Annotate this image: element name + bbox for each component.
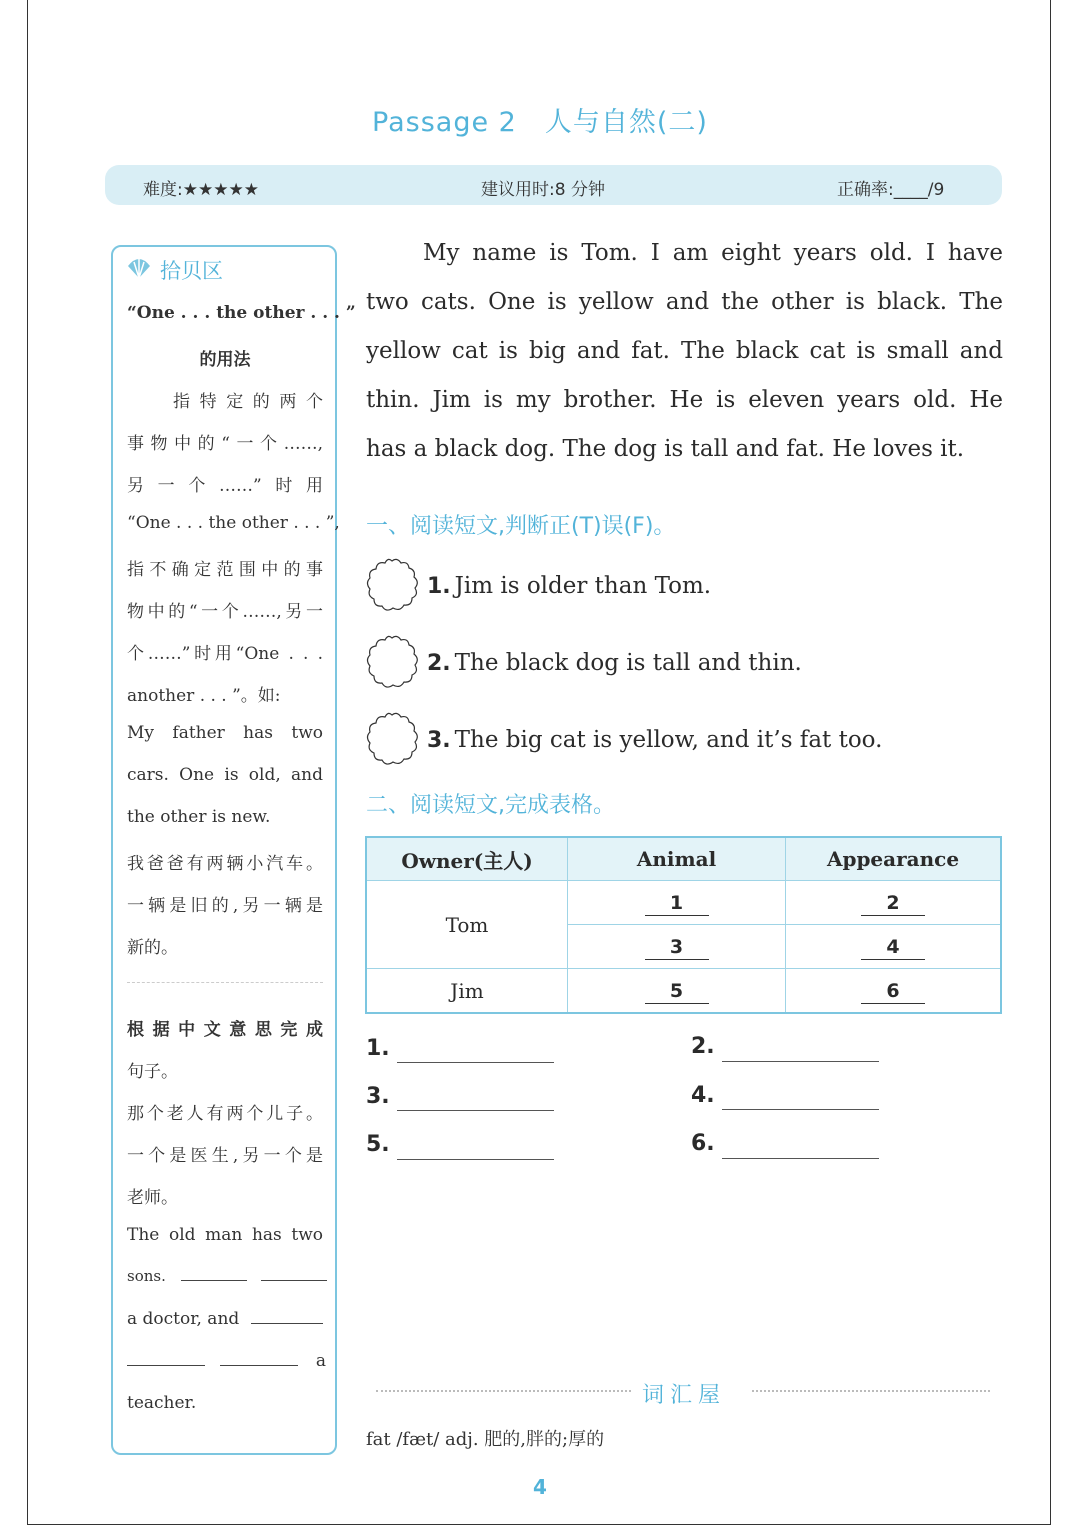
- appearance-cell: [786, 881, 1002, 925]
- exercise-line: 那个老人有两个儿子。: [127, 1104, 323, 1124]
- exercise-line: [127, 1351, 326, 1371]
- accuracy-score: 正确率:____/9: [837, 180, 945, 200]
- section2-title: 二、阅读短文,完成表格。: [366, 793, 615, 818]
- table-header: Animal: [568, 837, 786, 881]
- sidebar-topic-1: “One . . . the other . . . ”: [127, 303, 356, 323]
- theme-label: 人与自然(二): [544, 107, 708, 138]
- answer-line[interactable]: [397, 1110, 554, 1111]
- sidebar-line: “One . . . the other . . . ”,: [127, 513, 340, 533]
- table-row: [366, 969, 1001, 1014]
- blank-label[interactable]: 2: [861, 891, 925, 916]
- exercise-line: The old man has two: [127, 1225, 323, 1245]
- blank-label[interactable]: 1: [645, 891, 709, 916]
- passage-line: yellow cat is big and fat. The black cat is small and: [366, 338, 1003, 364]
- passage-line: two cats. One is yellow and the other is black. The: [366, 289, 1003, 315]
- sidebar-topic-2: 的用法: [199, 350, 251, 370]
- exercise-line: [127, 1309, 323, 1329]
- owner-cell: Tom: [366, 881, 568, 969]
- blank-label[interactable]: 5: [645, 979, 709, 1004]
- table-header: Appearance: [786, 837, 1002, 881]
- passage-line: My name is Tom. I am eight years old. I have: [423, 240, 1003, 266]
- vocab-entry: fat /fæt/ adj. 肥的,胖的;厚的: [366, 1429, 605, 1450]
- answer-number: 6.: [691, 1131, 715, 1156]
- animal-cell: [568, 969, 786, 1014]
- answer-number: 1.: [366, 1036, 390, 1061]
- question-2: [427, 650, 802, 676]
- suggested-time: 建议用时:8 分钟: [481, 180, 605, 200]
- appearance-cell: [786, 969, 1002, 1014]
- fill-blank[interactable]: [261, 1280, 327, 1281]
- question-text: Jim is older than Tom.: [454, 573, 712, 599]
- sidebar-line: My father has two: [127, 723, 323, 743]
- sidebar-line: 事物中的“一个……,: [127, 434, 323, 454]
- passage-line: has a black dog. The dog is tall and fat. He loves it.: [366, 436, 965, 462]
- answer-number: 2.: [691, 1034, 715, 1059]
- exercise-line: [127, 1267, 323, 1285]
- question-3: [427, 727, 882, 753]
- animal-cell: [568, 881, 786, 925]
- answer-line[interactable]: [722, 1061, 879, 1062]
- sidebar-line: 指特定的两个: [173, 392, 323, 412]
- owner-table: [365, 836, 1002, 1014]
- sidebar-line: another . . . ”。如:: [127, 686, 281, 706]
- sidebar-line: 个……”时用“One . . .: [127, 644, 323, 664]
- info-bar: [105, 165, 1002, 205]
- table-header: Owner(主人): [366, 837, 568, 881]
- answer-line[interactable]: [397, 1159, 554, 1160]
- exercise-text: a doctor, and: [127, 1309, 240, 1329]
- fill-blank[interactable]: [251, 1323, 323, 1324]
- table-row: [366, 881, 1001, 925]
- appearance-cell: [786, 925, 1002, 969]
- vocab-divider: [752, 1390, 990, 1392]
- table-header-row: [366, 837, 1001, 881]
- page-number: 4: [533, 1475, 547, 1499]
- question-number: 2.: [427, 651, 451, 676]
- exercise-text: sons.: [127, 1267, 166, 1285]
- sidebar-line: 一辆是旧的,另一辆是: [127, 896, 323, 916]
- blank-label[interactable]: 6: [861, 979, 925, 1004]
- section1-title: 一、阅读短文,判断正(T)误(F)。: [366, 514, 676, 539]
- blank-label[interactable]: 4: [861, 935, 925, 960]
- sidebar-line: the other is new.: [127, 807, 271, 827]
- sidebar-line: 新的。: [127, 938, 178, 958]
- answer-bubble-icon[interactable]: [364, 711, 420, 769]
- answer-number: 3.: [366, 1084, 390, 1109]
- sidebar-line: cars. One is old, and: [127, 765, 323, 785]
- answer-line[interactable]: [722, 1158, 879, 1159]
- animal-cell: [568, 925, 786, 969]
- exercise-instruction: 根据中文意思完成: [127, 1020, 323, 1040]
- question-text: The big cat is yellow, and it’s fat too.: [454, 727, 883, 753]
- exercise-instruction-2: 句子。: [127, 1062, 178, 1082]
- difficulty-rating: 难度:★★★★★: [143, 180, 259, 200]
- fill-blank[interactable]: [181, 1280, 247, 1281]
- vocab-title: 词汇屋: [642, 1383, 727, 1408]
- answer-line[interactable]: [722, 1109, 879, 1110]
- question-1: [427, 573, 711, 599]
- sidebar-line: 指不确定范围中的事: [127, 560, 323, 580]
- vocab-divider: [376, 1390, 631, 1392]
- passage-line: thin. Jim is my brother. He is eleven years old. He: [366, 387, 1003, 413]
- owner-cell: Jim: [366, 969, 568, 1014]
- answer-bubble-icon[interactable]: [364, 557, 420, 615]
- shell-icon: [126, 256, 152, 280]
- question-number: 1.: [427, 574, 451, 599]
- exercise-line: teacher.: [127, 1393, 197, 1413]
- sidebar-line: 我爸爸有两辆小汽车。: [127, 854, 323, 874]
- blank-label[interactable]: 3: [645, 935, 709, 960]
- answer-number: 4.: [691, 1083, 715, 1108]
- answer-number: 5.: [366, 1132, 390, 1157]
- sidebar-heading: 拾贝区: [160, 259, 223, 283]
- answer-line[interactable]: [397, 1062, 554, 1063]
- sidebar-divider: [127, 982, 323, 983]
- answer-bubble-icon[interactable]: [364, 634, 420, 692]
- passage-label: Passage 2: [372, 107, 517, 138]
- question-text: The black dog is tall and thin.: [454, 650, 802, 676]
- sidebar-line: 物中的“一个……,另一: [127, 602, 323, 622]
- fill-blank[interactable]: [220, 1365, 298, 1366]
- exercise-line: 一个是医生,另一个是: [127, 1146, 323, 1166]
- exercise-text: a: [315, 1351, 326, 1371]
- page-title: [0, 100, 1080, 139]
- exercise-line: 老师。: [127, 1188, 178, 1208]
- fill-blank[interactable]: [127, 1365, 205, 1366]
- question-number: 3.: [427, 728, 451, 753]
- sidebar-line: 另一个……”时用: [127, 476, 323, 496]
